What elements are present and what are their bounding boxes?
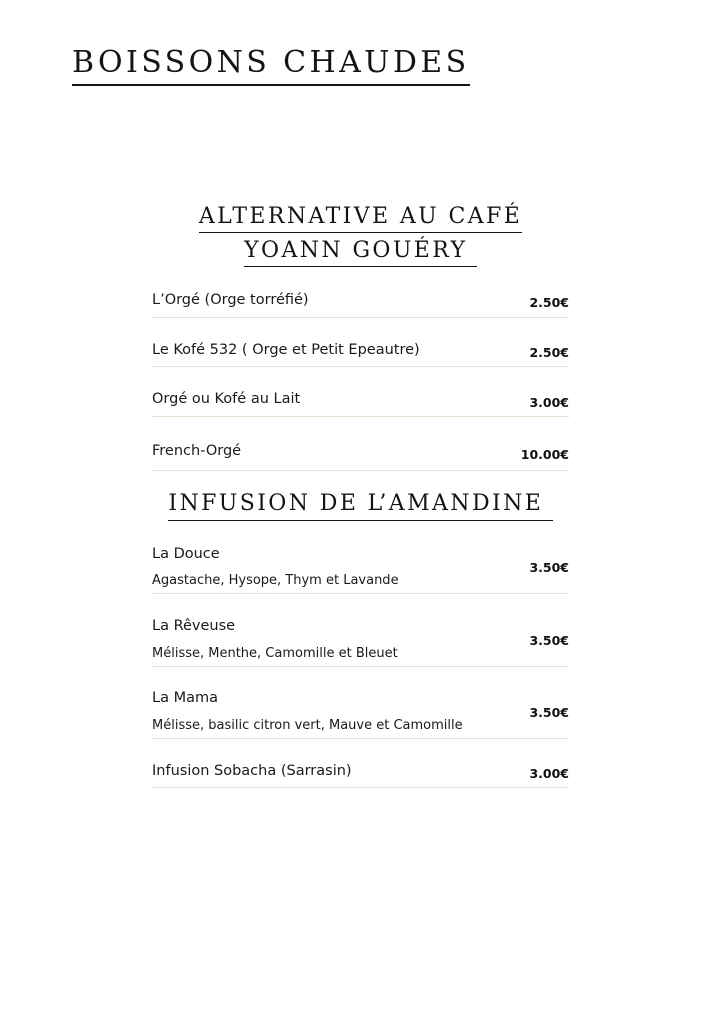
item-description: Mélisse, basilic citron vert, Mauve et Camomille bbox=[152, 718, 463, 733]
menu-item bbox=[152, 544, 569, 594]
menu-item bbox=[152, 340, 569, 367]
item-name: French-Orgé bbox=[152, 443, 242, 459]
menu-item bbox=[152, 617, 569, 667]
item-name: Orgé ou Kofé au Lait bbox=[152, 391, 301, 407]
item-name: La Douce bbox=[152, 546, 220, 562]
menu-item bbox=[152, 390, 569, 417]
item-name: La Mama bbox=[152, 690, 218, 706]
item-name: Infusion Sobacha (Sarrasin) bbox=[152, 763, 352, 779]
item-price: 3.00€ bbox=[529, 395, 569, 410]
menu-item bbox=[152, 762, 569, 788]
menu-item bbox=[152, 290, 569, 318]
item-price: 3.50€ bbox=[529, 633, 569, 648]
item-price: 2.50€ bbox=[529, 345, 569, 360]
menu-item bbox=[152, 689, 569, 739]
section-title-alternative-cafe bbox=[0, 200, 721, 268]
item-price: 10.00€ bbox=[520, 447, 569, 462]
item-description: Mélisse, Menthe, Camomille et Bleuet bbox=[152, 646, 398, 661]
section-title-text: INFUSION DE L’AMANDINE bbox=[168, 488, 552, 521]
item-price: 3.00€ bbox=[529, 766, 569, 781]
item-name: La Rêveuse bbox=[152, 618, 236, 634]
item-price: 2.50€ bbox=[529, 295, 569, 310]
item-description: Agastache, Hysope, Thym et Lavande bbox=[152, 573, 399, 588]
section-title-infusion-amandine bbox=[0, 488, 721, 521]
item-price: 3.50€ bbox=[529, 560, 569, 575]
menu-item bbox=[152, 442, 569, 471]
section-title-line-2: YOANN GOUÉRY bbox=[244, 235, 477, 267]
section-title-line-1: ALTERNATIVE AU CAFÉ bbox=[199, 201, 522, 233]
item-price: 3.50€ bbox=[529, 705, 569, 720]
page-title: BOISSONS CHAUDES bbox=[72, 44, 470, 86]
item-name: L’Orgé (Orge torréfié) bbox=[152, 292, 309, 308]
item-name: Le Kofé 532 ( Orge et Petit Epeautre) bbox=[152, 342, 420, 358]
